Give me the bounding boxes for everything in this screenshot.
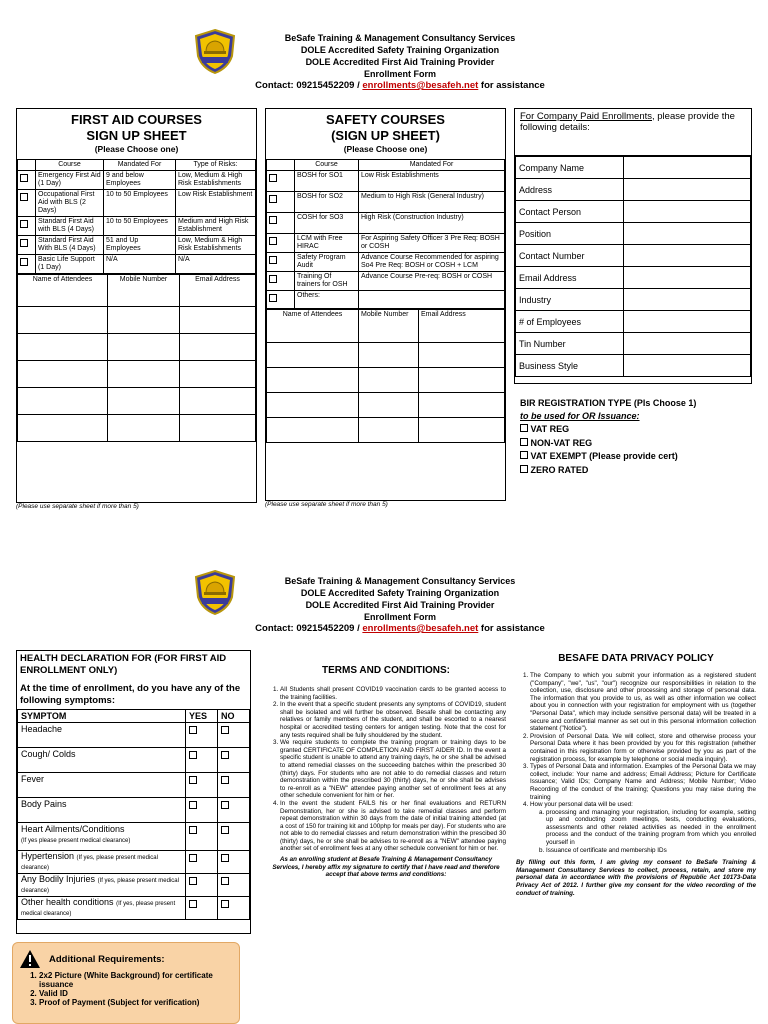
privacy-section (516, 653, 756, 897)
health-question: At the time of enrollment, do you have any of the following symptoms: (20, 683, 241, 706)
checkbox-icon (520, 465, 528, 473)
course-checkbox[interactable] (269, 237, 277, 245)
yes-checkbox[interactable] (189, 726, 197, 734)
bir-title: BIR REGISTRATION TYPE (Pls Choose 1) (520, 398, 697, 408)
course-checkbox[interactable] (20, 258, 28, 266)
health-declaration (16, 650, 251, 934)
no-checkbox[interactable] (221, 751, 229, 759)
table-row: Standard First Aid with BLS (4 Days) 10 to 50 Employees Medium and High Risk Establishment (18, 217, 256, 236)
top-header (230, 32, 570, 92)
yes-checkbox[interactable] (189, 776, 197, 784)
col-mobile: Mobile Number (108, 275, 180, 307)
table-row: # of Employees (516, 311, 751, 333)
first-aid-note: (Please use separate sheet if more than 5) (16, 503, 139, 510)
col-name: Name of Attendees (18, 275, 108, 307)
yes-checkbox[interactable] (189, 801, 197, 809)
table-row: LCM with Free HIRAC For Aspiring Safety Officer 3 Pre Req: BOSH or COSH (267, 234, 505, 253)
safety-subtitle: (Please Choose one) (343, 144, 428, 154)
course-checkbox[interactable] (20, 239, 28, 247)
table-row: BOSH for SO1 Low Risk Establishments (267, 171, 505, 192)
table-row: Other health conditions (If yes, please present medical clearance) (18, 897, 250, 920)
col-course: Course (36, 160, 104, 171)
no-checkbox[interactable] (221, 776, 229, 784)
course-checkbox[interactable] (269, 216, 277, 224)
bir-option[interactable]: ZERO RATED (520, 463, 750, 477)
table-row: Industry (516, 289, 751, 311)
checkbox-icon (520, 451, 528, 459)
terms-title: TERMS AND CONDITIONS: (322, 665, 450, 676)
table-row: Others: (267, 291, 505, 309)
safety-note: (Please use separate sheet if more than 5) (265, 501, 388, 508)
terms-closing: As an enrolling student at Besafe Training & Management Consultancy Services, I hereby affix my signature to certify that I have read and therefore accept that above terms and conditions: (272, 856, 500, 879)
yes-checkbox[interactable] (189, 826, 197, 834)
requirements-title: Additional Requirements: (49, 953, 165, 965)
course-checkbox[interactable] (20, 220, 28, 228)
checkbox-icon (520, 424, 528, 432)
table-row: Safety Program Audit Advance Course Recommended for aspiring So4 Pre Req: BOSH or COSH + LCM (267, 253, 505, 272)
course-checkbox[interactable] (269, 174, 277, 182)
checkbox-icon (520, 438, 528, 446)
bir-subtitle: to be used for OR Issuance: (520, 410, 640, 421)
accreditation-1: DOLE Accredited Safety Training Organization (300, 45, 500, 55)
col-risk: Type of Risks: (176, 160, 256, 171)
first-aid-sheet (16, 108, 257, 503)
col-mandated: Mandated For (104, 160, 176, 171)
bir-option[interactable]: VAT REG (520, 422, 750, 436)
course-checkbox[interactable] (20, 193, 28, 201)
yes-checkbox[interactable] (189, 877, 197, 885)
table-row: Heart Ailments/Conditions (If yes please present medical clearance) (18, 823, 250, 851)
table-row: Standard First Aid With BLS (4 Days) 51 and Up Employees Low, Medium & High Risk Establishments (18, 236, 256, 255)
company-name: BeSafe Training & Management Consultancy Services (284, 33, 516, 43)
table-row: Contact Person (516, 201, 751, 223)
terms-list: 1. All Students shall present COVID19 vaccination cards to be granted access to the training facilities. 2. In the event that a specific student presents any symptoms of COVID19, student shall be isolated and will further be observed. Besafe shall be contacting any relatives or family members of the student, and shall be escorted to a nearest hospital or accredited testing centers for antigen testing. Note that the cost for any tests required shall be fully shouldered by the student. 3. We require students to complete the training program or training days to be granted CERTIFICATE OF COMPLETION AND FIRST AIDER ID. In the event a specific student is unable to attend any training day/s, he or she shall be advised to attend remedial classes on the succeeding batches within the prescribed 30 (thirty) days. For students who are not able to do remedial classes and return demonstration within the prescribed 30 (thirty) days, he or she shall be advises to re-enroll as a "NEW" attendee paying another set of enrollment fees at any other schedule convenient for him or her. 4. In the event the student FAILS his or her final evaluations and RETURN Demonstration, her or she is advised to take remedial classes and perform repeat demonstration within 30 days from the date of initial training attended (at a cost of 150 for training kit and 100php for meals per day). For students who are not able to do remedial classes and return demonstration within the prescibed 30 (thirty) days, he or she shall be advises to re-enroll as a "NEW" attendee paying another set of enrollment fees at any other schedule convenient for him or her. (266, 686, 506, 853)
course-checkbox[interactable] (269, 256, 277, 264)
course-checkbox[interactable] (269, 195, 277, 203)
table-row: Basic Life Support (1 Day) N/A N/A (18, 255, 256, 274)
table-row: Fever (18, 773, 250, 798)
no-checkbox[interactable] (221, 726, 229, 734)
yes-checkbox[interactable] (189, 854, 197, 862)
table-row: Cough/ Colds (18, 748, 250, 773)
safety-title: SAFETY COURSES (326, 112, 445, 127)
bir-option[interactable]: NON-VAT REG (520, 436, 750, 450)
safety-attendees: Name of Attendees Mobile Number Email Address (266, 309, 505, 443)
table-row: Headache (18, 723, 250, 748)
table-row: Training Of trainers for OSH Advance Course Pre-req: BOSH or COSH (267, 272, 505, 291)
warning-icon (19, 949, 41, 969)
col-symptom: SYMPTOM (18, 710, 186, 723)
privacy-consent: By filling out this form, I am giving my consent to BeSafe Training & Management Consultancy Services to collect, process, retain, and store my personal data in accordance with the provisions of Republic Act 10173-Data Privacy Act of 2012. I further give my consent for the video recording of the conduct of training. (516, 859, 756, 897)
table-row: COSH for SO3 High Risk (Construction Industry) (267, 213, 505, 234)
bottom-header: BeSafe Training & Management Consultancy Services DOLE Accredited Safety Training Organization DOLE Accredited First Aid Training Provider Enrollment Form Contact: 09215452209 / enrollments@besafeh.net for assistance (255, 576, 545, 634)
first-aid-table (17, 159, 256, 274)
table-row: Business Style (516, 355, 751, 377)
no-checkbox[interactable] (221, 877, 229, 885)
form-title: Enrollment Form (363, 69, 436, 79)
table-row: BOSH for SO2 Medium to High Risk (General Industry) (267, 192, 505, 213)
safety-title-2: (SIGN UP SHEET) (331, 128, 440, 143)
course-checkbox[interactable] (269, 294, 277, 302)
col-email: Email Address (180, 275, 256, 307)
first-aid-subtitle: (Please Choose one) (94, 144, 179, 154)
table-row: Emergency First Aid (1 Day) 9 and below Employees Low, Medium & High Risk Establishments (18, 171, 256, 190)
course-checkbox[interactable] (269, 275, 277, 283)
company-paid-intro: For Company Paid Enrollments, please provide the following details: (515, 109, 751, 156)
no-checkbox[interactable] (221, 900, 229, 908)
no-checkbox[interactable] (221, 801, 229, 809)
no-checkbox[interactable] (221, 854, 229, 862)
table-row: Email Address (516, 267, 751, 289)
bir-registration (520, 397, 750, 476)
additional-requirements (12, 942, 240, 1024)
table-row: Position (516, 223, 751, 245)
table-row: Occupational First Aid with BLS (2 Days) 10 to 50 Employees Low Risk Establishment (18, 190, 256, 217)
safety-sheet (265, 108, 506, 501)
first-aid-attendees (17, 274, 256, 442)
col-yes: YES (186, 710, 218, 723)
health-title: HEALTH DECLARATION FOR (FOR FIRST AID ENROLLMENT ONLY) (20, 653, 227, 676)
email-link[interactable]: enrollments@besafeh.net (362, 623, 479, 634)
table-row: Company Name (516, 157, 751, 179)
requirements-list: 1. 2x2 Picture (White Background) for certificate issuance 2. Valid ID 3. Proof of Payment (Subject for verification) (13, 971, 239, 1007)
terms-section (266, 665, 506, 879)
safety-table: Course Mandated For BOSH for SO1 Low Risk Establishments BOSH for SO2 Medium to High Risk (General Industry) COSH for SO3 High Risk (Construction Industry) LCM with Free HIRAC For Aspiring Safety Officer 3 Pre Req: BOSH or COSH Safety Program Audit Advance Course Recommended for aspiring So4 Pre Req: BOSH or COSH + LCM Training Of trainers for OSH Advance Course Pre-req: BOSH or COSH Others: (266, 159, 505, 309)
company-fields-table (515, 156, 751, 377)
email-link[interactable]: enrollments@besafeh.net (362, 80, 479, 91)
yes-checkbox[interactable] (189, 751, 197, 759)
first-aid-title-2: SIGN UP SHEET (86, 128, 187, 143)
table-row: Any Bodily Injuries (If yes, please present medical clearance) (18, 874, 250, 897)
table-row: Address (516, 179, 751, 201)
col-no: NO (218, 710, 250, 723)
contact-line: Contact: 09215452209 / enrollments@besafeh.net for assistance (255, 80, 545, 91)
symptom-table (17, 709, 250, 920)
yes-checkbox[interactable] (189, 900, 197, 908)
bir-option[interactable]: VAT EXEMPT (Please provide cert) (520, 449, 750, 463)
table-row: Hypertension (If yes, please present medical clearance) (18, 851, 250, 874)
privacy-list: 1. The Company to which you submit your information as a registered student ("Company", "we", "us", "our") recognize our responsibilities in relation to the collection, use, disclosure and other processing and storage of personal data. The information that you provide to us, as well as other information we collect about you in connection with your registration for employment with us (together "Personal Data", which may include sensitive personal data) will be treated in a secure and confidential manner as set out in this personal information collection statement ("Notice"). 2. Provision of Personal Data. We will collect, store and otherwise process your Personal Data where it has been provided by you for this registration (whether contained in this registration form or otherwise provided by you as part of the registration process, for example by telephone or social media inquiry). 3. Types of Personal Data and information. Examples of the Personal Data we may collect, include: Your name and address; Email Address; Picture for Certificate Issuance; Valid IDs; Company Name and Address; Mobile Number; Video Recording of the conduct of the training; Questions you may raise during the training 4. How your personal data will be used: a. processing and managing your registration, including for example, setting up and conducting zoom meetings, tests, conducting evaluations, assessments and other related activities as needed in the enrollment process and the conduct of the training program from which you enrolled yourself in b. Issuance of certificate and membership IDs (516, 672, 756, 854)
table-row: Tin Number (516, 333, 751, 355)
company-paid-form (514, 108, 752, 384)
no-checkbox[interactable] (221, 826, 229, 834)
privacy-title: BESAFE DATA PRIVACY POLICY (558, 653, 714, 664)
table-row: Body Pains (18, 798, 250, 823)
accreditation-2: DOLE Accredited First Aid Training Provider (305, 57, 495, 67)
others-input[interactable] (359, 291, 505, 309)
first-aid-title: FIRST AID COURSES (71, 112, 202, 127)
table-row: Contact Number (516, 245, 751, 267)
course-checkbox[interactable] (20, 174, 28, 182)
